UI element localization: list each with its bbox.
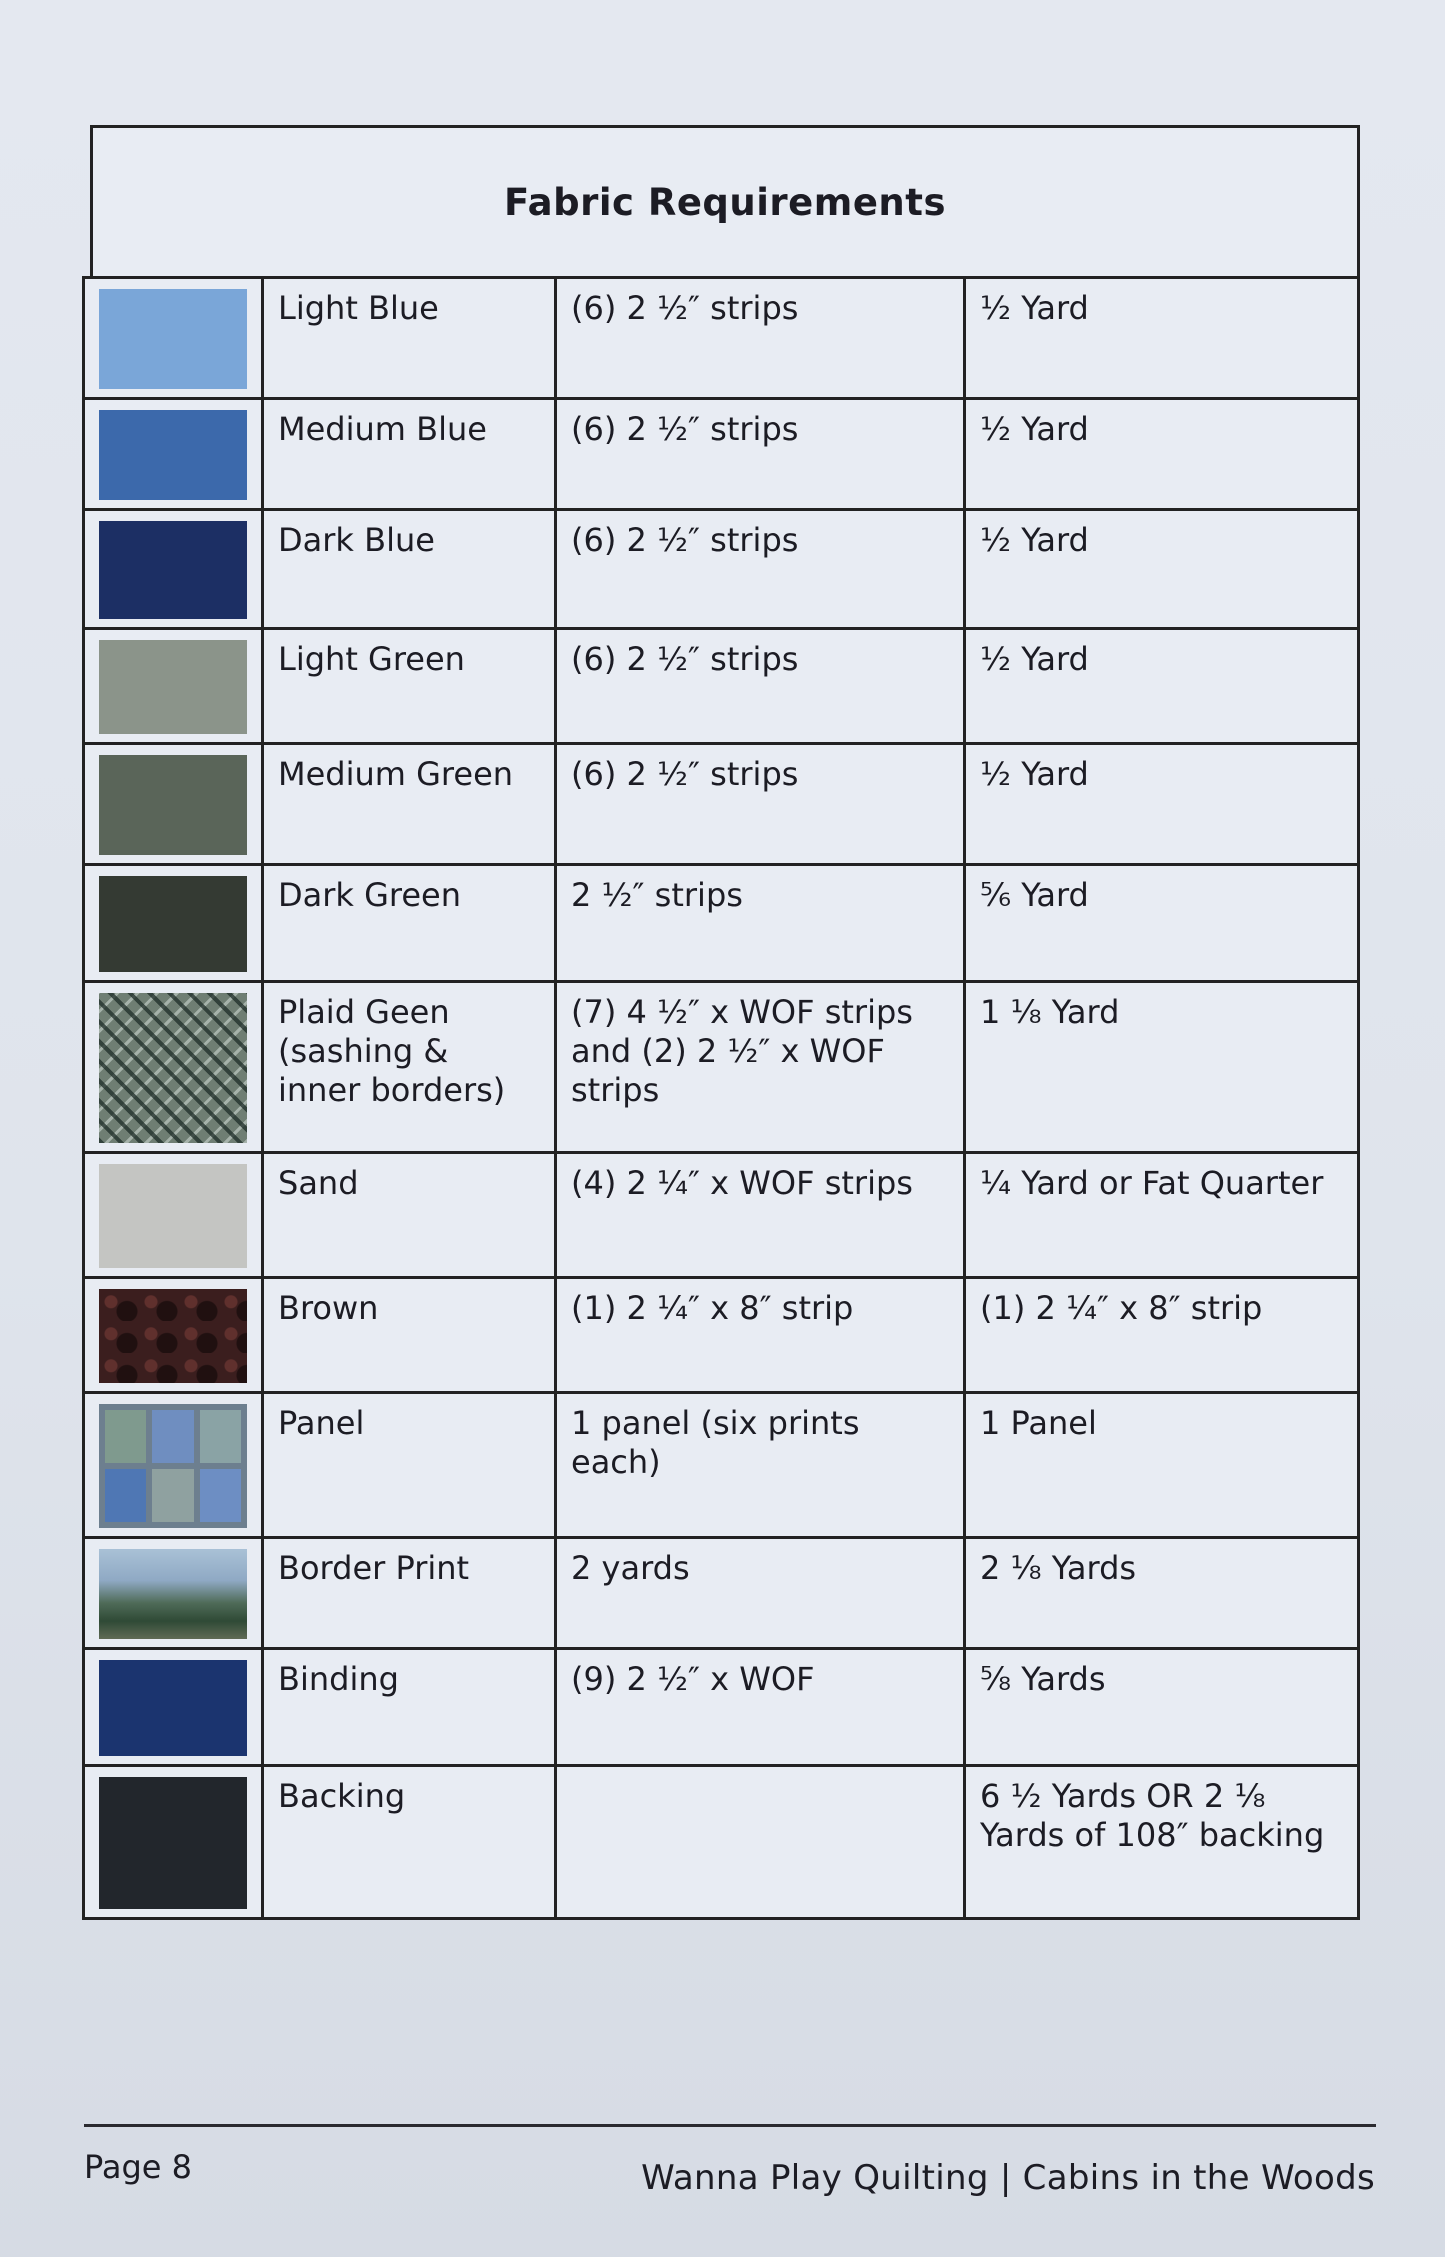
table-row: [84, 510, 1359, 629]
swatch-light-blue: [84, 278, 263, 399]
cutting-instruction: 2 ½″ strips: [556, 865, 965, 982]
page-number: Page 8: [84, 2148, 192, 2186]
swatch-backing: [84, 1766, 263, 1919]
fabric-name: Panel: [263, 1393, 556, 1538]
yardage: ½ Yard: [965, 629, 1359, 744]
table-row: [84, 1538, 1359, 1649]
table-row: [84, 1766, 1359, 1919]
yardage: ½ Yard: [965, 278, 1359, 399]
fabric-name: Brown: [263, 1278, 556, 1393]
table-row: [84, 629, 1359, 744]
swatch-medium-blue: [84, 399, 263, 510]
yardage: ¼ Yard or Fat Quarter: [965, 1153, 1359, 1278]
swatch-plaid: [84, 982, 263, 1153]
table-row: [84, 1649, 1359, 1766]
cutting-instruction: (6) 2 ½″ strips: [556, 629, 965, 744]
cutting-instruction: (7) 4 ½″ x WOF strips and (2) 2 ½″ x WOF strips: [556, 982, 965, 1153]
yardage: ⅚ Yard: [965, 865, 1359, 982]
swatch-binding: [84, 1649, 263, 1766]
swatch-brown: [84, 1278, 263, 1393]
fabric-name: Medium Green: [263, 744, 556, 865]
yardage: ½ Yard: [965, 510, 1359, 629]
cutting-instruction: (6) 2 ½″ strips: [556, 510, 965, 629]
yardage: 1 Panel: [965, 1393, 1359, 1538]
cutting-instruction: 1 panel (six prints each): [556, 1393, 965, 1538]
swatch-dark-green: [84, 865, 263, 982]
cutting-instruction: (4) 2 ¼″ x WOF strips: [556, 1153, 965, 1278]
fabric-name: Border Print: [263, 1538, 556, 1649]
footer-divider: [84, 2124, 1376, 2127]
swatch-medium-green: [84, 744, 263, 865]
swatch-border-print: [84, 1538, 263, 1649]
table-row: [84, 982, 1359, 1153]
fabric-name: Dark Green: [263, 865, 556, 982]
fabric-table: [82, 276, 1360, 1920]
cutting-instruction: (6) 2 ½″ strips: [556, 744, 965, 865]
fabric-name: Binding: [263, 1649, 556, 1766]
swatch-panel: [84, 1393, 263, 1538]
fabric-name: Sand: [263, 1153, 556, 1278]
cutting-instruction: (6) 2 ½″ strips: [556, 278, 965, 399]
table-title-box: [90, 125, 1360, 276]
yardage: ⅝ Yards: [965, 1649, 1359, 1766]
yardage: ½ Yard: [965, 399, 1359, 510]
swatch-dark-blue: [84, 510, 263, 629]
table-row: [84, 1393, 1359, 1538]
fabric-name: Light Green: [263, 629, 556, 744]
swatch-light-green: [84, 629, 263, 744]
yardage: ½ Yard: [965, 744, 1359, 865]
table-row: [84, 865, 1359, 982]
swatch-sand: [84, 1153, 263, 1278]
fabric-name: Medium Blue: [263, 399, 556, 510]
fabric-requirements-table: [82, 125, 1360, 1920]
table-row: [84, 399, 1359, 510]
yardage: 1 ⅛ Yard: [965, 982, 1359, 1153]
cutting-instruction: [556, 1766, 965, 1919]
table-row: [84, 744, 1359, 865]
fabric-name: Plaid Geen (sashing & inner borders): [263, 982, 556, 1153]
cutting-instruction: 2 yards: [556, 1538, 965, 1649]
cutting-instruction: (1) 2 ¼″ x 8″ strip: [556, 1278, 965, 1393]
yardage: 2 ⅛ Yards: [965, 1538, 1359, 1649]
table-row: [84, 278, 1359, 399]
table-title: Fabric Requirements: [504, 180, 946, 224]
cutting-instruction: (9) 2 ½″ x WOF: [556, 1649, 965, 1766]
footer-title: Wanna Play Quilting | Cabins in the Woods: [641, 2158, 1375, 2198]
table-row: [84, 1153, 1359, 1278]
table-row: [84, 1278, 1359, 1393]
yardage: (1) 2 ¼″ x 8″ strip: [965, 1278, 1359, 1393]
fabric-name: Backing: [263, 1766, 556, 1919]
fabric-name: Light Blue: [263, 278, 556, 399]
fabric-name: Dark Blue: [263, 510, 556, 629]
yardage: 6 ½ Yards OR 2 ⅛ Yards of 108″ backing: [965, 1766, 1359, 1919]
cutting-instruction: (6) 2 ½″ strips: [556, 399, 965, 510]
